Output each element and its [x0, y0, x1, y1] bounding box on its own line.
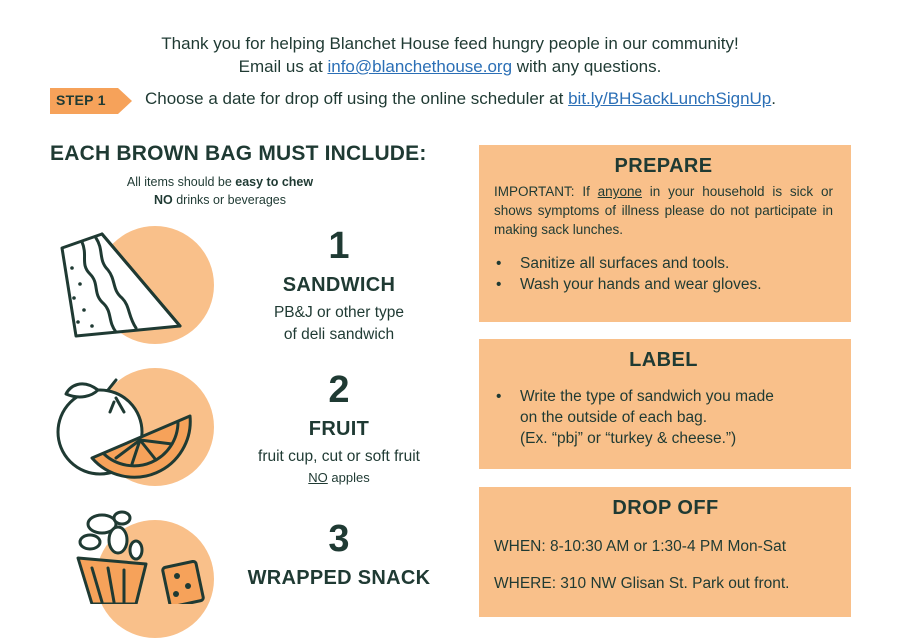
intro-line-2	[0, 55, 900, 78]
must-include-heading: EACH BROWN BAG MUST INCLUDE:	[50, 142, 427, 165]
item-number: 2	[328, 369, 350, 411]
easy-to-chew-line	[50, 173, 390, 191]
step-badge-label: STEP 1	[56, 92, 106, 108]
item-number: 1	[328, 225, 350, 267]
dropoff-box	[479, 487, 851, 617]
label-list	[494, 386, 833, 449]
item-desc-line-2: of deli sandwich	[283, 326, 395, 343]
item-description	[225, 302, 453, 346]
no-drinks-text: drinks or beverages	[172, 193, 286, 207]
scheduler-link[interactable]: bit.ly/BHSackLunchSignUp	[568, 89, 772, 108]
item-desc-line-1: PB&J or other type	[273, 304, 405, 321]
item-name: SANDWICH	[282, 274, 396, 296]
important-text: in your household is sick or shows symptoms of illness please do not participate in making sack lunches.	[494, 184, 833, 237]
dropoff-where: WHERE: 310 NW Glisan St. Park out front.	[494, 575, 790, 592]
item-name: FRUIT	[308, 418, 370, 440]
step-1-instruction: Choose a date for drop off using the online scheduler at	[145, 89, 569, 108]
label-box	[479, 339, 851, 469]
label-line-1: • Write the type of sandwich you made	[520, 388, 774, 405]
item-note-text: apples	[327, 470, 370, 485]
list-item: • Sanitize all surfaces and tools.	[494, 253, 833, 274]
must-include-subtext	[50, 173, 390, 209]
no-bold: NO	[153, 193, 173, 207]
prepare-list	[494, 253, 833, 295]
orange-icon	[52, 372, 202, 484]
prepare-box	[479, 145, 851, 322]
list-item: • Wash your hands and wear gloves.	[494, 274, 833, 295]
snack-icon	[62, 506, 212, 604]
sandwich-icon	[52, 228, 192, 343]
item-name: WRAPPED SNACK	[247, 567, 431, 589]
email-link[interactable]: info@blanchethouse.org	[327, 57, 513, 76]
intro-email-prefix: Email us at	[238, 57, 328, 76]
item-note	[225, 470, 453, 485]
item-sandwich	[225, 226, 453, 346]
intro-text	[0, 32, 900, 78]
easy-chew-prefix: All items should be	[126, 175, 236, 189]
label-line-3: (Ex. “pbj” or “turkey & cheese.”)	[520, 430, 737, 447]
dropoff-title: DROP OFF	[612, 497, 719, 519]
easy-chew-bold: easy to chew	[235, 175, 314, 189]
item-fruit	[225, 370, 453, 485]
item-snack	[225, 519, 453, 591]
prepare-title: PREPARE	[614, 155, 713, 177]
prepare-important	[494, 182, 833, 239]
step-1-period: .	[771, 89, 776, 108]
label-title: LABEL	[629, 349, 698, 371]
label-line-2: on the outside of each bag.	[520, 409, 708, 426]
step-1-badge	[50, 88, 132, 114]
important-prefix: IMPORTANT: If	[494, 184, 598, 199]
intro-line-1: Thank you for helping Blanchet House feed hungry people in our community!	[161, 34, 739, 53]
item-note-no: NO	[308, 470, 328, 485]
no-drinks-line	[50, 191, 390, 209]
list-item	[494, 386, 833, 449]
dropoff-when: WHEN: 8-10:30 AM or 1:30-4 PM Mon-Sat	[494, 538, 787, 555]
step-1-text	[145, 89, 776, 109]
item-number: 3	[328, 518, 350, 560]
intro-email-suffix: with any questions.	[512, 57, 662, 76]
item-description: fruit cup, cut or soft fruit	[258, 448, 420, 465]
important-anyone: anyone	[597, 184, 642, 199]
